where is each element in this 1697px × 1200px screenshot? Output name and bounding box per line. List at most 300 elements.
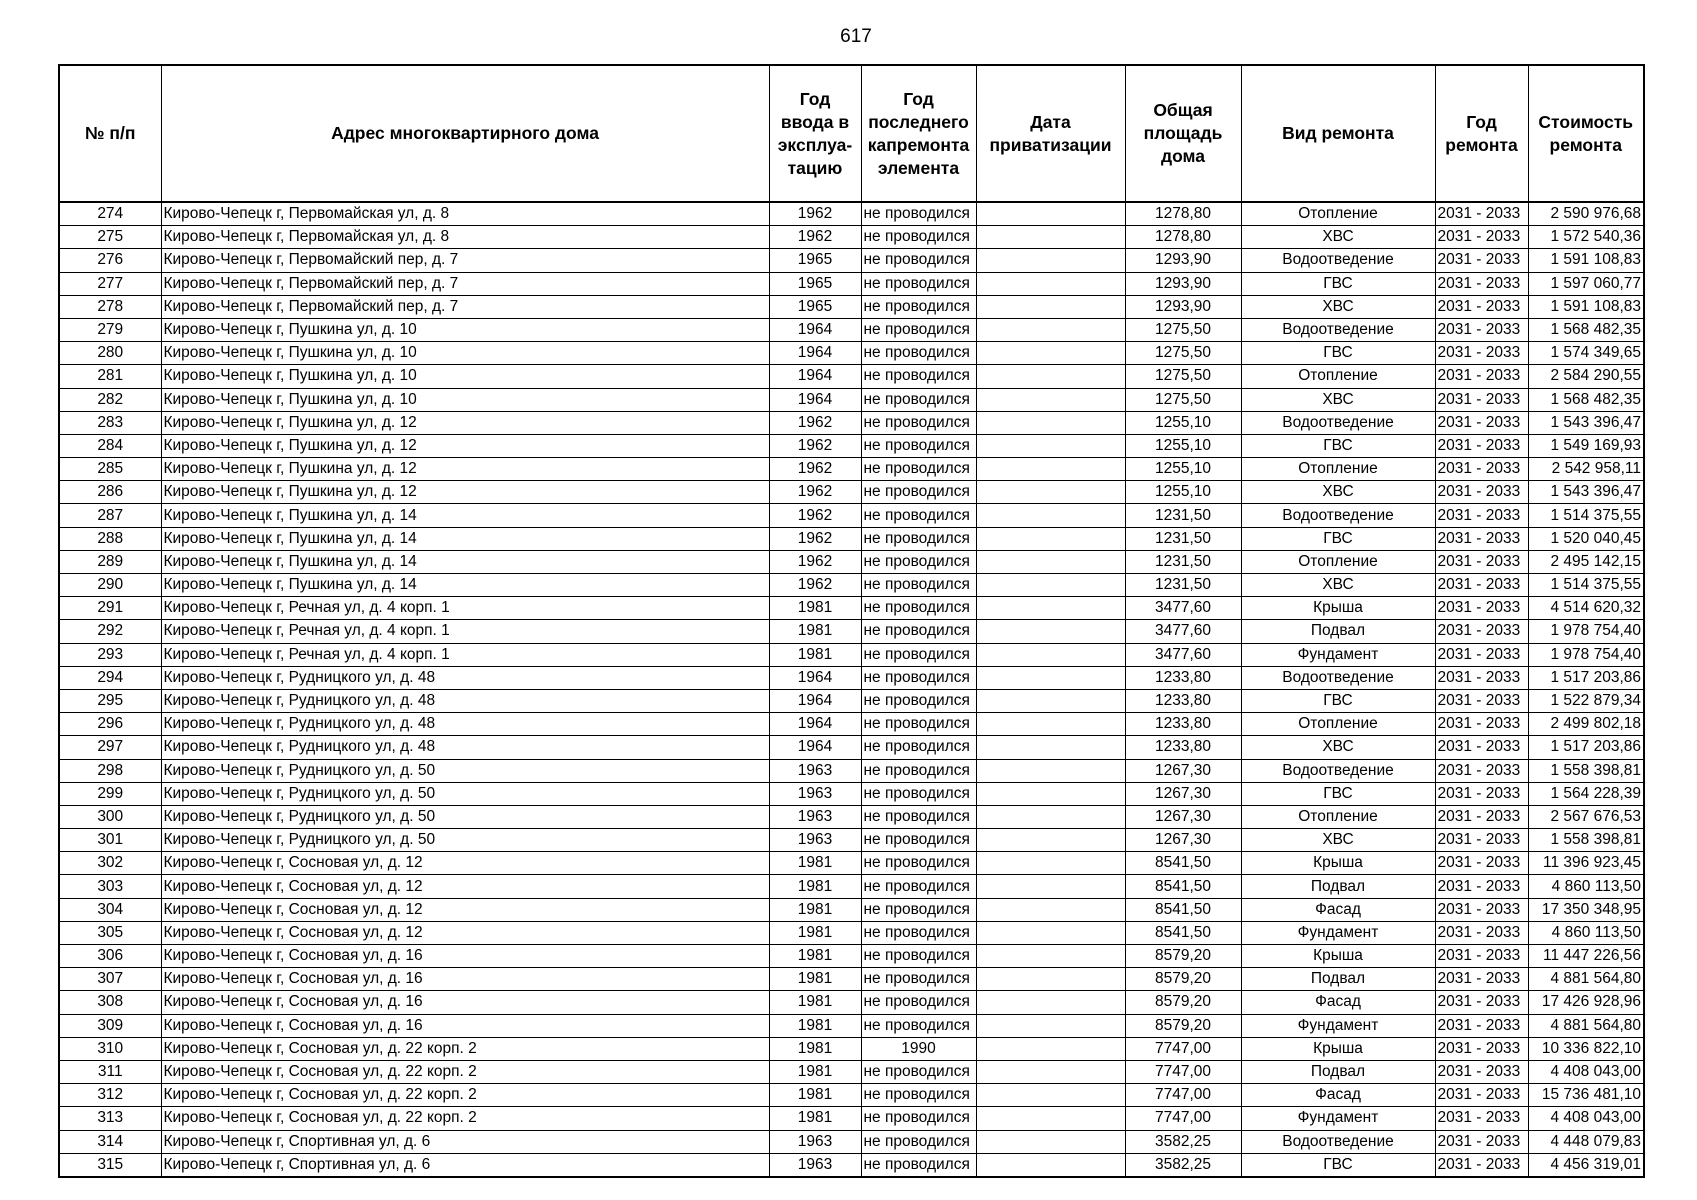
cell-address: Кирово-Чепецк г, Первомайская ул, д. 8	[161, 202, 769, 226]
cell-year-commission: 1962	[769, 411, 861, 434]
cell-year-last-repair: не проводился	[861, 527, 976, 550]
table-row	[59, 875, 1644, 898]
cell-repair-type: ГВС	[1241, 527, 1435, 550]
cell-cost: 1 517 203,86	[1528, 736, 1644, 759]
cell-year-commission: 1962	[769, 226, 861, 249]
cell-address: Кирово-Чепецк г, Пушкина ул, д. 12	[161, 434, 769, 457]
cell-repair-year: 2031 - 2033	[1435, 1153, 1528, 1177]
cell-repair-type: ХВС	[1241, 226, 1435, 249]
cell-area: 3477,60	[1125, 643, 1241, 666]
cell-repair-type: Водоотведение	[1241, 759, 1435, 782]
table-row	[59, 434, 1644, 457]
cell-address: Кирово-Чепецк г, Сосновая ул, д. 16	[161, 968, 769, 991]
cell-cost: 1 978 754,40	[1528, 643, 1644, 666]
cell-address: Кирово-Чепецк г, Сосновая ул, д. 12	[161, 852, 769, 875]
cell-num: 293	[59, 643, 161, 666]
cell-year-commission: 1962	[769, 504, 861, 527]
cell-num: 287	[59, 504, 161, 527]
cell-repair-type: ГВС	[1241, 689, 1435, 712]
header-year-last-repair: Год последнего капремонта элемента	[861, 65, 976, 202]
cell-area: 7747,00	[1125, 1084, 1241, 1107]
cell-address: Кирово-Чепецк г, Речная ул, д. 4 корп. 1	[161, 643, 769, 666]
cell-address: Кирово-Чепецк г, Пушкина ул, д. 10	[161, 342, 769, 365]
cell-address: Кирово-Чепецк г, Сосновая ул, д. 12	[161, 875, 769, 898]
cell-address: Кирово-Чепецк г, Пушкина ул, д. 12	[161, 411, 769, 434]
cell-address: Кирово-Чепецк г, Сосновая ул, д. 22 корп. 2	[161, 1084, 769, 1107]
cell-repair-type: Фундамент	[1241, 1014, 1435, 1037]
cell-year-last-repair: не проводился	[861, 898, 976, 921]
table-body	[59, 202, 1644, 1177]
cell-year-last-repair: не проводился	[861, 875, 976, 898]
cell-area: 8579,20	[1125, 968, 1241, 991]
cell-repair-type: Отопление	[1241, 805, 1435, 828]
cell-cost: 17 426 928,96	[1528, 991, 1644, 1014]
cell-area: 1255,10	[1125, 434, 1241, 457]
cell-num: 301	[59, 829, 161, 852]
table-row	[59, 852, 1644, 875]
cell-address: Кирово-Чепецк г, Пушкина ул, д. 10	[161, 365, 769, 388]
cell-year-last-repair: не проводился	[861, 226, 976, 249]
cell-year-commission: 1962	[769, 434, 861, 457]
cell-area: 1275,50	[1125, 388, 1241, 411]
cell-repair-type: Крыша	[1241, 597, 1435, 620]
cell-num: 310	[59, 1037, 161, 1060]
cell-area: 1293,90	[1125, 249, 1241, 272]
cell-repair-type: Водоотведение	[1241, 504, 1435, 527]
cell-area: 3582,25	[1125, 1153, 1241, 1177]
cell-num: 277	[59, 272, 161, 295]
cell-cost: 1 514 375,55	[1528, 504, 1644, 527]
cell-cost: 1 514 375,55	[1528, 574, 1644, 597]
table-row	[59, 1037, 1644, 1060]
cell-num: 283	[59, 411, 161, 434]
cell-repair-type: Подвал	[1241, 1060, 1435, 1083]
cell-year-last-repair: не проводился	[861, 1130, 976, 1153]
cell-year-last-repair: не проводился	[861, 272, 976, 295]
cell-privatization	[976, 666, 1125, 689]
cell-repair-type: ГВС	[1241, 782, 1435, 805]
cell-repair-year: 2031 - 2033	[1435, 342, 1528, 365]
cell-repair-year: 2031 - 2033	[1435, 898, 1528, 921]
cell-cost: 4 860 113,50	[1528, 921, 1644, 944]
cell-privatization	[976, 829, 1125, 852]
cell-area: 1267,30	[1125, 759, 1241, 782]
cell-area: 8579,20	[1125, 945, 1241, 968]
cell-area: 7747,00	[1125, 1060, 1241, 1083]
cell-year-commission: 1981	[769, 1037, 861, 1060]
cell-num: 284	[59, 434, 161, 457]
cell-year-last-repair: не проводился	[861, 342, 976, 365]
cell-repair-type: ХВС	[1241, 574, 1435, 597]
cell-cost: 1 558 398,81	[1528, 829, 1644, 852]
cell-year-last-repair: не проводился	[861, 1153, 976, 1177]
cell-area: 1255,10	[1125, 411, 1241, 434]
cell-year-commission: 1981	[769, 875, 861, 898]
cell-privatization	[976, 805, 1125, 828]
cell-num: 288	[59, 527, 161, 550]
cell-year-commission: 1981	[769, 620, 861, 643]
cell-year-last-repair: не проводился	[861, 481, 976, 504]
header-area: Общая площадь дома	[1125, 65, 1241, 202]
cell-repair-year: 2031 - 2033	[1435, 968, 1528, 991]
table-row	[59, 1084, 1644, 1107]
table-row	[59, 643, 1644, 666]
table-row	[59, 550, 1644, 573]
cell-year-commission: 1962	[769, 550, 861, 573]
cell-year-last-repair: не проводился	[861, 968, 976, 991]
cell-repair-type: Отопление	[1241, 365, 1435, 388]
table-row	[59, 782, 1644, 805]
cell-year-last-repair: не проводился	[861, 829, 976, 852]
cell-privatization	[976, 968, 1125, 991]
cell-privatization	[976, 736, 1125, 759]
cell-address: Кирово-Чепецк г, Рудницкого ул, д. 50	[161, 805, 769, 828]
cell-year-last-repair: не проводился	[861, 736, 976, 759]
cell-year-commission: 1981	[769, 945, 861, 968]
table-row	[59, 759, 1644, 782]
cell-address: Кирово-Чепецк г, Пушкина ул, д. 12	[161, 481, 769, 504]
table-row	[59, 991, 1644, 1014]
cell-year-commission: 1965	[769, 295, 861, 318]
table-row	[59, 829, 1644, 852]
cell-repair-year: 2031 - 2033	[1435, 527, 1528, 550]
table-row	[59, 736, 1644, 759]
cell-repair-type: ГВС	[1241, 272, 1435, 295]
cell-num: 291	[59, 597, 161, 620]
cell-repair-year: 2031 - 2033	[1435, 736, 1528, 759]
cell-area: 1255,10	[1125, 458, 1241, 481]
repair-schedule-table	[58, 64, 1645, 1178]
cell-repair-type: Крыша	[1241, 1037, 1435, 1060]
table-row	[59, 388, 1644, 411]
table-row	[59, 689, 1644, 712]
cell-repair-year: 2031 - 2033	[1435, 1014, 1528, 1037]
cell-repair-type: Водоотведение	[1241, 318, 1435, 341]
cell-year-last-repair: не проводился	[861, 1107, 976, 1130]
cell-privatization	[976, 550, 1125, 573]
cell-privatization	[976, 272, 1125, 295]
cell-area: 8541,50	[1125, 852, 1241, 875]
cell-year-commission: 1965	[769, 249, 861, 272]
header-repair-year: Год ремонта	[1435, 65, 1528, 202]
cell-repair-year: 2031 - 2033	[1435, 458, 1528, 481]
cell-year-commission: 1964	[769, 736, 861, 759]
cell-year-last-repair: не проводился	[861, 318, 976, 341]
cell-cost: 4 514 620,32	[1528, 597, 1644, 620]
cell-repair-year: 2031 - 2033	[1435, 643, 1528, 666]
cell-year-last-repair: не проводился	[861, 574, 976, 597]
table-row	[59, 411, 1644, 434]
cell-area: 1231,50	[1125, 574, 1241, 597]
cell-cost: 1 978 754,40	[1528, 620, 1644, 643]
cell-area: 1267,30	[1125, 782, 1241, 805]
cell-repair-year: 2031 - 2033	[1435, 689, 1528, 712]
cell-repair-type: Подвал	[1241, 875, 1435, 898]
table-row	[59, 1060, 1644, 1083]
cell-year-commission: 1981	[769, 1060, 861, 1083]
cell-repair-type: Отопление	[1241, 458, 1435, 481]
cell-repair-year: 2031 - 2033	[1435, 318, 1528, 341]
cell-num: 302	[59, 852, 161, 875]
cell-num: 285	[59, 458, 161, 481]
table-row	[59, 666, 1644, 689]
cell-num: 314	[59, 1130, 161, 1153]
cell-repair-type: ХВС	[1241, 481, 1435, 504]
cell-privatization	[976, 295, 1125, 318]
cell-year-last-repair: не проводился	[861, 550, 976, 573]
cell-num: 298	[59, 759, 161, 782]
cell-year-last-repair: не проводился	[861, 759, 976, 782]
table-row	[59, 968, 1644, 991]
cell-repair-type: Фундамент	[1241, 643, 1435, 666]
table-row	[59, 1130, 1644, 1153]
cell-num: 290	[59, 574, 161, 597]
cell-address: Кирово-Чепецк г, Рудницкого ул, д. 48	[161, 736, 769, 759]
cell-year-commission: 1964	[769, 318, 861, 341]
page-number: 617	[840, 26, 872, 47]
cell-repair-year: 2031 - 2033	[1435, 597, 1528, 620]
cell-cost: 4 881 564,80	[1528, 968, 1644, 991]
cell-address: Кирово-Чепецк г, Сосновая ул, д. 16	[161, 1014, 769, 1037]
cell-num: 296	[59, 713, 161, 736]
table-row	[59, 481, 1644, 504]
cell-privatization	[976, 1084, 1125, 1107]
cell-repair-year: 2031 - 2033	[1435, 805, 1528, 828]
cell-num: 299	[59, 782, 161, 805]
cell-area: 1293,90	[1125, 295, 1241, 318]
cell-repair-type: Отопление	[1241, 550, 1435, 573]
cell-privatization	[976, 365, 1125, 388]
cell-address: Кирово-Чепецк г, Первомайская ул, д. 8	[161, 226, 769, 249]
cell-cost: 2 567 676,53	[1528, 805, 1644, 828]
cell-year-last-repair: не проводился	[861, 1014, 976, 1037]
cell-num: 300	[59, 805, 161, 828]
table-row	[59, 527, 1644, 550]
cell-repair-type: Подвал	[1241, 620, 1435, 643]
cell-address: Кирово-Чепецк г, Пушкина ул, д. 14	[161, 574, 769, 597]
cell-year-commission: 1963	[769, 1153, 861, 1177]
cell-cost: 4 408 043,00	[1528, 1060, 1644, 1083]
cell-year-commission: 1981	[769, 1014, 861, 1037]
cell-cost: 1 572 540,36	[1528, 226, 1644, 249]
header-num: № п/п	[59, 65, 161, 202]
cell-repair-year: 2031 - 2033	[1435, 852, 1528, 875]
cell-area: 1275,50	[1125, 365, 1241, 388]
table-row	[59, 597, 1644, 620]
header-privatization: Дата приватизации	[976, 65, 1125, 202]
cell-repair-year: 2031 - 2033	[1435, 574, 1528, 597]
cell-repair-year: 2031 - 2033	[1435, 249, 1528, 272]
cell-cost: 1 517 203,86	[1528, 666, 1644, 689]
cell-year-commission: 1981	[769, 852, 861, 875]
cell-cost: 1 564 228,39	[1528, 782, 1644, 805]
cell-cost: 15 736 481,10	[1528, 1084, 1644, 1107]
cell-address: Кирово-Чепецк г, Рудницкого ул, д. 48	[161, 666, 769, 689]
cell-year-commission: 1963	[769, 759, 861, 782]
cell-cost: 2 590 976,68	[1528, 202, 1644, 226]
cell-area: 7747,00	[1125, 1107, 1241, 1130]
cell-year-last-repair: не проводился	[861, 249, 976, 272]
cell-privatization	[976, 481, 1125, 504]
table-row	[59, 458, 1644, 481]
cell-cost: 1 558 398,81	[1528, 759, 1644, 782]
cell-address: Кирово-Чепецк г, Рудницкого ул, д. 50	[161, 829, 769, 852]
cell-year-last-repair: не проводился	[861, 666, 976, 689]
cell-privatization	[976, 597, 1125, 620]
cell-area: 8579,20	[1125, 1014, 1241, 1037]
cell-repair-year: 2031 - 2033	[1435, 411, 1528, 434]
cell-num: 315	[59, 1153, 161, 1177]
cell-repair-year: 2031 - 2033	[1435, 1107, 1528, 1130]
cell-repair-type: ХВС	[1241, 736, 1435, 759]
cell-repair-year: 2031 - 2033	[1435, 991, 1528, 1014]
cell-cost: 11 396 923,45	[1528, 852, 1644, 875]
table-row	[59, 342, 1644, 365]
cell-privatization	[976, 342, 1125, 365]
cell-repair-year: 2031 - 2033	[1435, 759, 1528, 782]
cell-address: Кирово-Чепецк г, Пушкина ул, д. 14	[161, 527, 769, 550]
cell-address: Кирово-Чепецк г, Сосновая ул, д. 16	[161, 945, 769, 968]
cell-repair-year: 2031 - 2033	[1435, 713, 1528, 736]
cell-year-commission: 1981	[769, 643, 861, 666]
cell-address: Кирово-Чепецк г, Пушкина ул, д. 10	[161, 388, 769, 411]
cell-cost: 2 584 290,55	[1528, 365, 1644, 388]
table-row	[59, 1153, 1644, 1177]
cell-num: 306	[59, 945, 161, 968]
cell-area: 7747,00	[1125, 1037, 1241, 1060]
cell-area: 1233,80	[1125, 689, 1241, 712]
cell-cost: 4 408 043,00	[1528, 1107, 1644, 1130]
cell-repair-type: ХВС	[1241, 295, 1435, 318]
cell-area: 1275,50	[1125, 318, 1241, 341]
cell-repair-type: Крыша	[1241, 945, 1435, 968]
cell-cost: 1 543 396,47	[1528, 411, 1644, 434]
cell-repair-type: Фасад	[1241, 1084, 1435, 1107]
cell-privatization	[976, 1107, 1125, 1130]
cell-address: Кирово-Чепецк г, Рудницкого ул, д. 50	[161, 759, 769, 782]
cell-year-commission: 1981	[769, 968, 861, 991]
table-row	[59, 945, 1644, 968]
cell-address: Кирово-Чепецк г, Пушкина ул, д. 10	[161, 318, 769, 341]
cell-repair-type: Фундамент	[1241, 921, 1435, 944]
cell-year-commission: 1962	[769, 574, 861, 597]
table-row	[59, 202, 1644, 226]
cell-num: 292	[59, 620, 161, 643]
cell-area: 1267,30	[1125, 805, 1241, 828]
cell-address: Кирово-Чепецк г, Спортивная ул, д. 6	[161, 1130, 769, 1153]
cell-year-last-repair: не проводился	[861, 945, 976, 968]
cell-num: 294	[59, 666, 161, 689]
table-row	[59, 921, 1644, 944]
cell-year-last-repair: не проводился	[861, 295, 976, 318]
cell-num: 311	[59, 1060, 161, 1083]
cell-address: Кирово-Чепецк г, Пушкина ул, д. 14	[161, 504, 769, 527]
cell-address: Кирово-Чепецк г, Речная ул, д. 4 корп. 1	[161, 597, 769, 620]
cell-cost: 1 549 169,93	[1528, 434, 1644, 457]
cell-privatization	[976, 713, 1125, 736]
cell-repair-year: 2031 - 2033	[1435, 272, 1528, 295]
cell-year-commission: 1962	[769, 458, 861, 481]
cell-privatization	[976, 898, 1125, 921]
cell-year-commission: 1964	[769, 713, 861, 736]
cell-address: Кирово-Чепецк г, Сосновая ул, д. 16	[161, 991, 769, 1014]
cell-privatization	[976, 1014, 1125, 1037]
cell-cost: 10 336 822,10	[1528, 1037, 1644, 1060]
table-row	[59, 620, 1644, 643]
cell-year-commission: 1962	[769, 481, 861, 504]
cell-address: Кирово-Чепецк г, Рудницкого ул, д. 48	[161, 689, 769, 712]
cell-repair-year: 2031 - 2033	[1435, 295, 1528, 318]
cell-year-commission: 1963	[769, 1130, 861, 1153]
cell-year-last-repair: не проводился	[861, 458, 976, 481]
cell-num: 280	[59, 342, 161, 365]
cell-year-last-repair: не проводился	[861, 643, 976, 666]
cell-year-last-repair: не проводился	[861, 1060, 976, 1083]
table-row	[59, 249, 1644, 272]
cell-privatization	[976, 318, 1125, 341]
cell-cost: 4 881 564,80	[1528, 1014, 1644, 1037]
cell-area: 1275,50	[1125, 342, 1241, 365]
cell-privatization	[976, 875, 1125, 898]
table-row	[59, 805, 1644, 828]
cell-repair-type: Фундамент	[1241, 1107, 1435, 1130]
cell-address: Кирово-Чепецк г, Пушкина ул, д. 12	[161, 458, 769, 481]
cell-address: Кирово-Чепецк г, Пушкина ул, д. 14	[161, 550, 769, 573]
cell-cost: 1 574 349,65	[1528, 342, 1644, 365]
cell-repair-year: 2031 - 2033	[1435, 1037, 1528, 1060]
cell-privatization	[976, 991, 1125, 1014]
cell-address: Кирово-Чепецк г, Спортивная ул, д. 6	[161, 1153, 769, 1177]
cell-repair-year: 2031 - 2033	[1435, 550, 1528, 573]
cell-cost: 4 448 079,83	[1528, 1130, 1644, 1153]
cell-privatization	[976, 1037, 1125, 1060]
cell-repair-type: ГВС	[1241, 342, 1435, 365]
cell-area: 1231,50	[1125, 527, 1241, 550]
cell-area: 1278,80	[1125, 202, 1241, 226]
cell-repair-year: 2031 - 2033	[1435, 202, 1528, 226]
cell-repair-year: 2031 - 2033	[1435, 365, 1528, 388]
cell-privatization	[976, 574, 1125, 597]
cell-num: 282	[59, 388, 161, 411]
cell-cost: 2 499 802,18	[1528, 713, 1644, 736]
cell-year-commission: 1964	[769, 388, 861, 411]
cell-privatization	[976, 1060, 1125, 1083]
cell-cost: 1 568 482,35	[1528, 318, 1644, 341]
cell-cost: 1 597 060,77	[1528, 272, 1644, 295]
table-row	[59, 898, 1644, 921]
cell-num: 281	[59, 365, 161, 388]
cell-privatization	[976, 202, 1125, 226]
cell-cost: 1 591 108,83	[1528, 295, 1644, 318]
cell-num: 274	[59, 202, 161, 226]
cell-repair-year: 2031 - 2033	[1435, 620, 1528, 643]
cell-year-last-repair: не проводился	[861, 991, 976, 1014]
cell-address: Кирово-Чепецк г, Сосновая ул, д. 12	[161, 921, 769, 944]
cell-year-last-repair: не проводился	[861, 620, 976, 643]
cell-repair-type: ГВС	[1241, 1153, 1435, 1177]
cell-repair-type: Фасад	[1241, 898, 1435, 921]
cell-privatization	[976, 759, 1125, 782]
cell-year-commission: 1962	[769, 527, 861, 550]
cell-year-commission: 1981	[769, 1107, 861, 1130]
cell-num: 308	[59, 991, 161, 1014]
table-row	[59, 318, 1644, 341]
cell-area: 8541,50	[1125, 921, 1241, 944]
cell-year-commission: 1981	[769, 1084, 861, 1107]
cell-area: 3582,25	[1125, 1130, 1241, 1153]
cell-repair-type: Водоотведение	[1241, 666, 1435, 689]
cell-year-commission: 1981	[769, 991, 861, 1014]
